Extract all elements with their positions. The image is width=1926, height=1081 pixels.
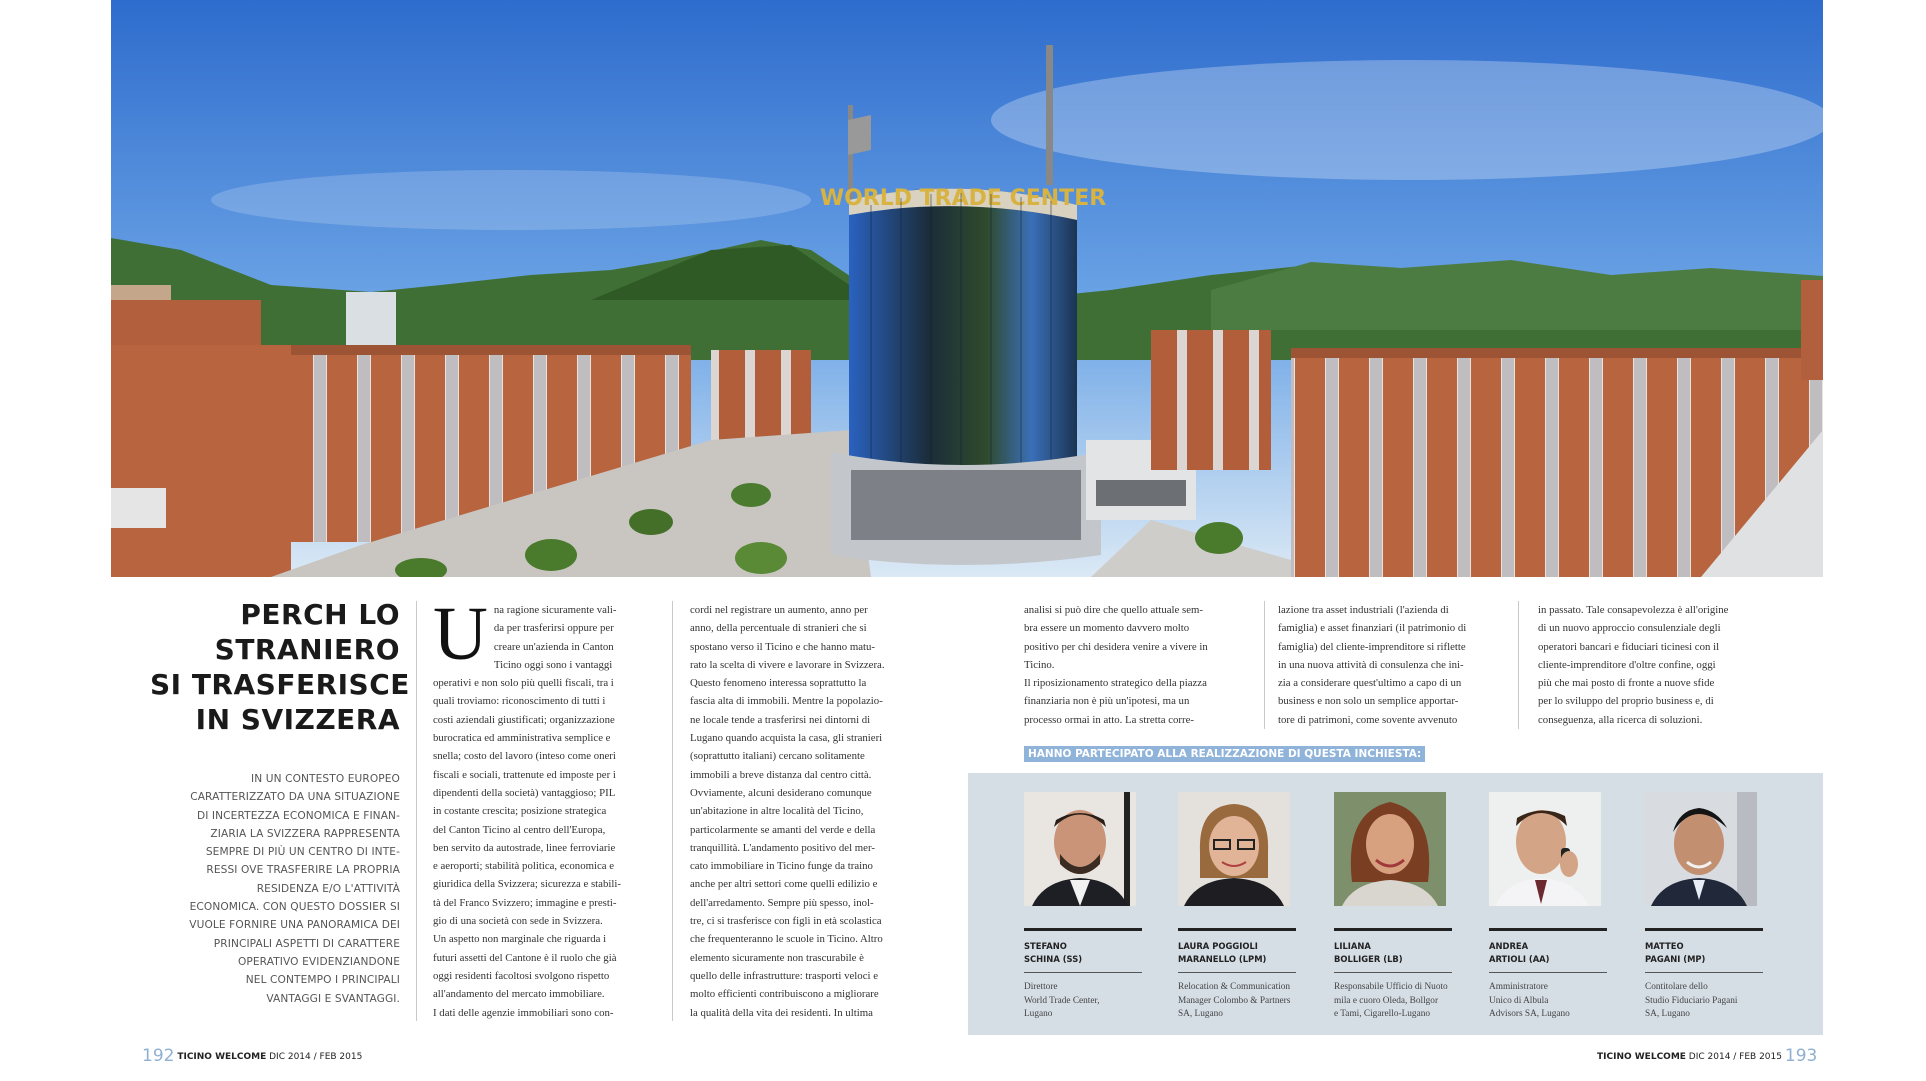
body-line: finanziaria non è più un'ipotesi, ma un	[1024, 695, 1190, 708]
contributor-role	[1178, 972, 1296, 1022]
body-line: dell'arredamento. Sempre più spesso, inol-	[690, 896, 874, 909]
drop-cap: U	[433, 592, 488, 676]
role-line: Manager Colombo & Partners	[1178, 995, 1291, 1006]
body-line: immobili a breve distanza dal centro città.	[690, 768, 872, 781]
issue-date: DIC 2014 / FEB 2015	[266, 1052, 363, 1062]
body-line: tà del Franco Svizzero; immagine e presti-	[433, 896, 617, 909]
contributor-role	[1024, 972, 1142, 1022]
portrait-photo	[1334, 792, 1446, 906]
role-line: Advisors SA, Lugano	[1489, 1009, 1570, 1019]
contributor-name	[1024, 928, 1142, 972]
hero-photo-world-trade-center	[111, 0, 1823, 577]
headline-line: IN SVIZZERA	[195, 703, 400, 736]
body-line: fascia alta di immobili. Mentre la popolazio-	[690, 695, 883, 708]
body-line: Questo fenomeno interessa soprattutto la	[690, 677, 867, 690]
portrait-photo	[1178, 792, 1290, 906]
footer-right	[1597, 1046, 1817, 1066]
name-line: ARTIOLI (AA)	[1489, 954, 1550, 964]
headline-line: STRANIERO	[214, 633, 400, 666]
body-line: la qualità della vita dei residenti. In ultima	[690, 1006, 873, 1019]
name-line: SCHINA (SS)	[1024, 954, 1083, 964]
body-line: più che mai posto di fronte a nuove sfide	[1538, 677, 1715, 690]
contributor-card	[1334, 792, 1452, 1022]
body-line: Il riposizionamento strategico della piazza	[1024, 677, 1207, 690]
role-line: mila e cuoro Oleda, Bollgor	[1334, 995, 1439, 1006]
standfirst-line: DI INCERTEZZA ECONOMICA E FINAN-	[196, 809, 400, 822]
role-line: Studio Fiduciario Pagani	[1645, 995, 1738, 1006]
role-line: SA, Lugano	[1645, 1009, 1690, 1019]
body-line: Un aspetto non marginale che riguarda i	[433, 933, 607, 946]
body-column-1	[433, 592, 658, 1022]
contributor-role	[1489, 972, 1607, 1022]
body-line: in costante crescita; posizione strategica	[433, 805, 607, 818]
role-line: Contitolare dello	[1645, 982, 1708, 992]
body-line: Lugano quando acquista la casa, gli stranieri	[690, 732, 883, 745]
body-line: zia a considerare quest'ultimo a capo di un	[1278, 677, 1462, 690]
name-line: STEFANO	[1024, 941, 1067, 951]
body-line: cordi nel registrare un aumento, anno per	[690, 604, 868, 616]
body-line: creare un'azienda in Canton	[493, 640, 614, 653]
body-line: quello delle infrastrutture: trasporti veloci e	[690, 969, 878, 982]
body-line: I dati delle agenzie immobiliari sono con-	[433, 1006, 614, 1019]
body-line: conseguenza, alla ricerca di soluzioni.	[1538, 713, 1703, 726]
body-line: operativi e non solo più quelli fiscali, tra i	[433, 677, 614, 690]
body-line: e aeroporti; stabilità politica, economica e	[433, 860, 615, 873]
standfirst-line: RESSI OVE TRASFERIRE LA PROPRIA	[206, 864, 400, 877]
headline-line: SI TRASFERISCE	[150, 668, 410, 701]
role-line: e Tami, Cigarello-Lugano	[1334, 1009, 1430, 1019]
body-line: cliente-imprenditore d'oltre confine, oggi	[1538, 658, 1716, 671]
standfirst-line: IN UN CONTESTO EUROPEO	[251, 773, 400, 785]
body-column-3	[1024, 601, 1249, 729]
magazine-name: TICINO WELCOME	[177, 1052, 267, 1062]
body-line: Ovviamente, alcuni desiderano comunque	[690, 786, 872, 799]
body-line: burocratica ed amministrativa semplice e	[433, 732, 611, 745]
body-line: in passato. Tale consapevolezza è all'origine	[1538, 604, 1729, 616]
issue-date: DIC 2014 / FEB 2015	[1685, 1052, 1782, 1062]
body-line: un'abitazione in altre località del Ticino,	[690, 805, 864, 818]
standfirst-line: VUOLE FORNIRE UNA PANORAMICA DEI	[189, 919, 400, 932]
body-line: di un nuovo approccio consulenziale degli	[1538, 622, 1721, 635]
body-line: snella; costo del lavoro (inteso come oneri	[433, 750, 616, 763]
contributor-name	[1645, 928, 1763, 972]
column-rule	[1264, 601, 1265, 729]
role-line: Relocation & Communication	[1178, 982, 1291, 992]
body-line: spostano verso il Ticino e che hanno matu-	[690, 640, 876, 653]
portrait-photo	[1024, 792, 1136, 906]
name-line: ANDREA	[1489, 941, 1529, 951]
body-line: positivo per chi desidera venire a vivere in	[1024, 640, 1208, 653]
body-line: molto efficienti contribuiscono a migliorare	[690, 988, 879, 1001]
contributor-name	[1334, 928, 1452, 972]
body-column-4	[1278, 601, 1506, 729]
body-line: cato immobiliare in Ticino funge da traino	[690, 860, 873, 873]
body-line: rato la scelta di vivere e lavorare in Svizzera.	[690, 658, 885, 671]
contributor-card	[1024, 792, 1142, 1022]
body-line: Ticino.	[1024, 658, 1055, 671]
body-line: Ticino oggi sono i vantaggi	[493, 658, 613, 671]
role-line: SA, Lugano	[1178, 1009, 1223, 1019]
body-line: tre, ci si trasferisce con figli in età scolastica	[690, 915, 882, 928]
footer-left	[142, 1046, 362, 1066]
page-number: 193	[1784, 1046, 1818, 1066]
body-line: dipendenti della società) vantaggioso; PIL	[433, 786, 616, 799]
standfirst-line: VANTAGGI E SVANTAGGI.	[266, 992, 400, 1005]
body-line: per lo sviluppo del proprio business e, di	[1538, 695, 1714, 708]
body-line: oggi residenti facoltosi svolgono rispetto	[433, 969, 610, 982]
body-line: elemento sicuramente non trascurabile è	[690, 951, 864, 964]
body-line: gio di una società con sede in Svizzera.	[433, 915, 603, 928]
magazine-name: TICINO WELCOME	[1597, 1052, 1686, 1062]
body-line: giuridica della Svizzera; sicurezza e stabili-	[433, 878, 621, 891]
portrait-photo	[1489, 792, 1601, 906]
body-line: famiglia) e asset finanziari (il patrimonio di	[1278, 622, 1467, 635]
name-line: MARANELLO (LPM)	[1178, 954, 1267, 964]
contributor-role	[1334, 972, 1452, 1022]
standfirst-line: ECONOMICA. CON QUESTO DOSSIER SI	[189, 901, 400, 914]
body-line: anche per altri settori come quelli edilizio e	[690, 878, 878, 891]
standfirst-line: RESIDENZA E/O L'ATTIVITÀ	[256, 882, 400, 895]
column-rule	[672, 601, 673, 1021]
role-line: Lugano	[1024, 1009, 1053, 1019]
column-rule	[416, 601, 417, 1021]
contributor-card	[1178, 792, 1296, 1022]
contributor-name	[1178, 928, 1296, 972]
body-line: famiglia) del cliente-imprenditore si riflette	[1278, 640, 1466, 653]
body-line: che frequenteranno le scuole in Ticino. Altro	[690, 933, 883, 946]
column-rule	[1518, 601, 1519, 729]
body-line: da per trasferirsi oppure per	[493, 622, 614, 635]
contributors-label: HANNO PARTECIPATO ALLA REALIZZAZIONE DI QUESTA INCHIESTA:	[1024, 746, 1425, 762]
body-line: anno, della percentuale di stranieri che si	[690, 622, 867, 635]
body-line: fiscali e sociali, trattenute ed imposte per i	[433, 768, 616, 781]
role-line: Direttore	[1024, 982, 1058, 992]
body-line: ben servito da autostrade, linee ferroviarie	[433, 841, 616, 854]
headline-line: PERCH LO	[240, 598, 400, 631]
standfirst-line: SEMPRE DI PIÙ UN CENTRO DI INTE-	[205, 846, 400, 859]
body-line: quali troviamo: riconoscimento di tutti i	[433, 695, 606, 708]
portrait-photo	[1645, 792, 1757, 906]
article-headline	[150, 597, 410, 737]
page-number: 192	[142, 1046, 175, 1066]
article-standfirst	[160, 770, 400, 1008]
body-line: in una nuova attività di consulenza che ini-	[1278, 658, 1464, 671]
name-line: LILIANA	[1334, 941, 1371, 951]
body-line: futuri assetti del Cantone è il ruolo che già	[433, 951, 617, 964]
body-line: all'andamento del mercato immobiliare.	[433, 988, 605, 1001]
contributor-card	[1489, 792, 1607, 1022]
body-column-5	[1538, 601, 1773, 729]
body-line: bra essere un momento davvero molto	[1024, 622, 1190, 635]
body-line: na ragione sicuramente vali-	[493, 604, 617, 616]
contributor-role	[1645, 972, 1763, 1022]
contributor-card	[1645, 792, 1763, 1022]
standfirst-line: ZIARIA LA SVIZZERA RAPPRESENTA	[210, 827, 400, 840]
body-line: particolarmente se amanti del verde e della	[690, 823, 876, 836]
body-line: analisi si può dire che quello attuale sem-	[1024, 604, 1203, 616]
body-line: lazione tra asset industriali (l'azienda di	[1278, 604, 1449, 616]
role-line: World Trade Center,	[1024, 995, 1100, 1006]
standfirst-line: CARATTERIZZATO DA UNA SITUAZIONE	[190, 791, 400, 804]
name-line: BOLLIGER (LB)	[1334, 954, 1403, 964]
body-line: business e non solo un semplice apportar-	[1278, 695, 1459, 708]
standfirst-line: NEL CONTEMPO I PRINCIPALI	[245, 974, 400, 987]
name-line: PAGANI (MP)	[1645, 954, 1706, 964]
role-line: Amministratore	[1489, 982, 1548, 992]
standfirst-line: OPERATIVO EVIDENZIANDONE	[237, 955, 400, 968]
contributor-name	[1489, 928, 1607, 972]
name-line: MATTEO	[1645, 941, 1684, 951]
tower-sign: WORLD TRADE CENTER	[819, 186, 1107, 211]
name-line: LAURA POGGIOLI	[1178, 941, 1258, 951]
body-line: del Canton Ticino al centro dell'Europa,	[433, 823, 606, 836]
body-line: costi aziendali giustificati; organizzazione	[433, 713, 615, 726]
role-line: Responsabile Ufficio di Nuoto	[1334, 982, 1448, 992]
body-column-2	[690, 601, 920, 1022]
body-line: processo ormai in atto. La stretta corre-	[1024, 713, 1194, 726]
role-line: Unico di Albula	[1489, 995, 1549, 1006]
body-line: tore di patrimoni, come sovente avvenuto	[1278, 713, 1458, 726]
standfirst-line: PRINCIPALI ASPETTI DI CARATTERE	[213, 937, 400, 950]
body-line: (soprattutto italiani) cercano solitamente	[690, 750, 865, 763]
body-line: tranquillità. L'andamento positivo del mer-	[690, 841, 875, 854]
body-line: ne locale tende a trasferirsi nei dintorni di	[690, 713, 871, 726]
body-line: operatori bancari e fiduciari ticinesi con il	[1538, 640, 1720, 653]
